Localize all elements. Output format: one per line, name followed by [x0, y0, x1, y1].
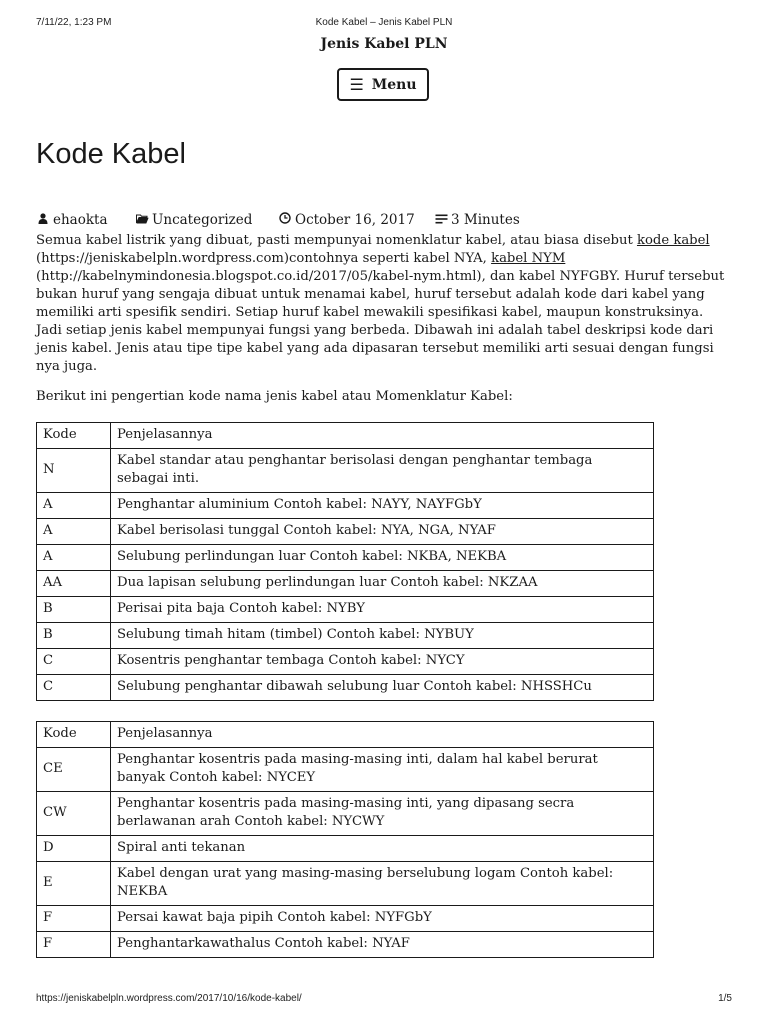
table-header-row — [37, 722, 654, 748]
table-intro: Berikut ini pengertian kode nama jenis kabel atau Momenklatur Kabel: — [36, 389, 513, 404]
header-kode: Kode — [37, 722, 111, 748]
lines-icon — [434, 213, 448, 227]
link-kode-kabel[interactable]: kode kabel — [636, 233, 710, 248]
meta-author[interactable]: ehaokta — [36, 212, 108, 228]
cell-kode: F — [37, 906, 111, 932]
menu-label: Menu — [371, 76, 417, 93]
site-title[interactable]: Jenis Kabel PLN — [320, 36, 448, 52]
header-penjelasan: Penjelasannya — [111, 423, 654, 449]
cell-kode: D — [37, 836, 111, 862]
clock-icon — [278, 212, 292, 227]
table-row — [37, 792, 654, 836]
cell-kode: B — [37, 597, 111, 623]
hamburger-icon: ☰ — [349, 75, 364, 94]
header-kode: Kode — [37, 423, 111, 449]
print-url: https://jeniskabelpln.wordpress.com/2017/10/16/kode-kabel/ — [36, 993, 302, 1004]
intro-paragraph: Semua kabel listrik yang dibuat, pasti mempunyai nomenklatur kabel, atau biasa disebut kode kabel (https://jeniskabelpln.wordpress.com)contohnya seperti kabel NYA, kabel NYM (http://kabelnymindonesia.blogspot.co.id/2017/05/kabel-nym.html), dan kabel NYFGBY. Huruf tersebut bukan huruf yang sengaja dibuat untuk menamai kabel, huruf tersebut adalah kode dari kabel yang memiliki arti spesifik sendiri. Setiap huruf kabel mewakili spesifikasi kabel, maupun konstruksinya. Jadi setiap jenis kabel mempunyai fungsi yang berbeda. Dibawah ini adalah tabel deskripsi kode dari jenis kabel. Jenis atau tipe tipe kabel yang ada dipasaran tersebut memiliki arti sesuai dengan fungsi nya juga. — [36, 233, 725, 374]
post-meta — [36, 212, 732, 232]
table-row — [37, 748, 654, 792]
link-kabel-nym[interactable]: kabel NYM — [491, 251, 566, 266]
cell-penjelasan: Penghantar kosentris pada masing-masing inti, yang dipasang secra berlawanan arah Contoh kabel: NYCWY — [111, 792, 654, 836]
cell-kode: F — [37, 932, 111, 958]
table-row — [37, 649, 654, 675]
table-row — [37, 449, 654, 493]
table-row — [37, 545, 654, 571]
table-row — [37, 623, 654, 649]
cell-penjelasan: Penghantar aluminium Contoh kabel: NAYY, NAYFGbY — [111, 493, 654, 519]
table-row — [37, 932, 654, 958]
cell-kode: C — [37, 649, 111, 675]
header-penjelasan: Penjelasannya — [111, 722, 654, 748]
table-row — [37, 862, 654, 906]
cell-kode: A — [37, 493, 111, 519]
table-row — [37, 597, 654, 623]
cell-kode: A — [37, 545, 111, 571]
table-row — [37, 906, 654, 932]
cell-penjelasan: Persai kawat baja pipih Contoh kabel: NYFGbY — [111, 906, 654, 932]
print-tab-title: Kode Kabel – Jenis Kabel PLN — [315, 17, 453, 28]
meta-read-time: 3 Minutes — [434, 212, 520, 228]
cell-penjelasan: Spiral anti tekanan — [111, 836, 654, 862]
cell-kode: E — [37, 862, 111, 906]
print-footer — [36, 993, 732, 1007]
cell-kode: AA — [37, 571, 111, 597]
cell-penjelasan: Penghantar kosentris pada masing-masing inti, dalam hal kabel berurat banyak Contoh kabel: NYCEY — [111, 748, 654, 792]
cell-kode: N — [37, 449, 111, 493]
cell-penjelasan: Kosentris penghantar tembaga Contoh kabel: NYCY — [111, 649, 654, 675]
cell-kode: C — [37, 675, 111, 701]
cell-penjelasan: Kabel berisolasi tunggal Contoh kabel: NYA, NGA, NYAF — [111, 519, 654, 545]
code-table-2 — [36, 721, 654, 958]
menu-button[interactable] — [337, 68, 429, 101]
table-row — [37, 493, 654, 519]
meta-date[interactable]: October 16, 2017 — [278, 212, 415, 228]
cell-kode: A — [37, 519, 111, 545]
page-title: Kode Kabel — [36, 138, 186, 170]
cell-kode: B — [37, 623, 111, 649]
table-row — [37, 571, 654, 597]
print-page-number: 1/5 — [718, 993, 732, 1004]
meta-category[interactable]: Uncategorized — [135, 212, 252, 228]
print-header — [36, 17, 732, 31]
entry-content — [36, 232, 732, 978]
table-row — [37, 836, 654, 862]
cell-penjelasan: Dua lapisan selubung perlindungan luar Contoh kabel: NKZAA — [111, 571, 654, 597]
user-icon — [36, 213, 50, 227]
cell-kode: CE — [37, 748, 111, 792]
cell-penjelasan: Selubung penghantar dibawah selubung luar Contoh kabel: NHSSHCu — [111, 675, 654, 701]
cell-penjelasan: Penghantarkawathalus Contoh kabel: NYAF — [111, 932, 654, 958]
cell-kode: CW — [37, 792, 111, 836]
cell-penjelasan: Kabel standar atau penghantar berisolasi dengan penghantar tembaga sebagai inti. — [111, 449, 654, 493]
table-row — [37, 675, 654, 701]
cell-penjelasan: Kabel dengan urat yang masing-masing berselubung logam Contoh kabel: NEKBA — [111, 862, 654, 906]
table-row — [37, 519, 654, 545]
code-table-1 — [36, 422, 654, 701]
table-header-row — [37, 423, 654, 449]
cell-penjelasan: Perisai pita baja Contoh kabel: NYBY — [111, 597, 654, 623]
cell-penjelasan: Selubung timah hitam (timbel) Contoh kabel: NYBUY — [111, 623, 654, 649]
folder-icon — [135, 213, 149, 227]
print-date: 7/11/22, 1:23 PM — [36, 17, 112, 28]
cell-penjelasan: Selubung perlindungan luar Contoh kabel: NKBA, NEKBA — [111, 545, 654, 571]
